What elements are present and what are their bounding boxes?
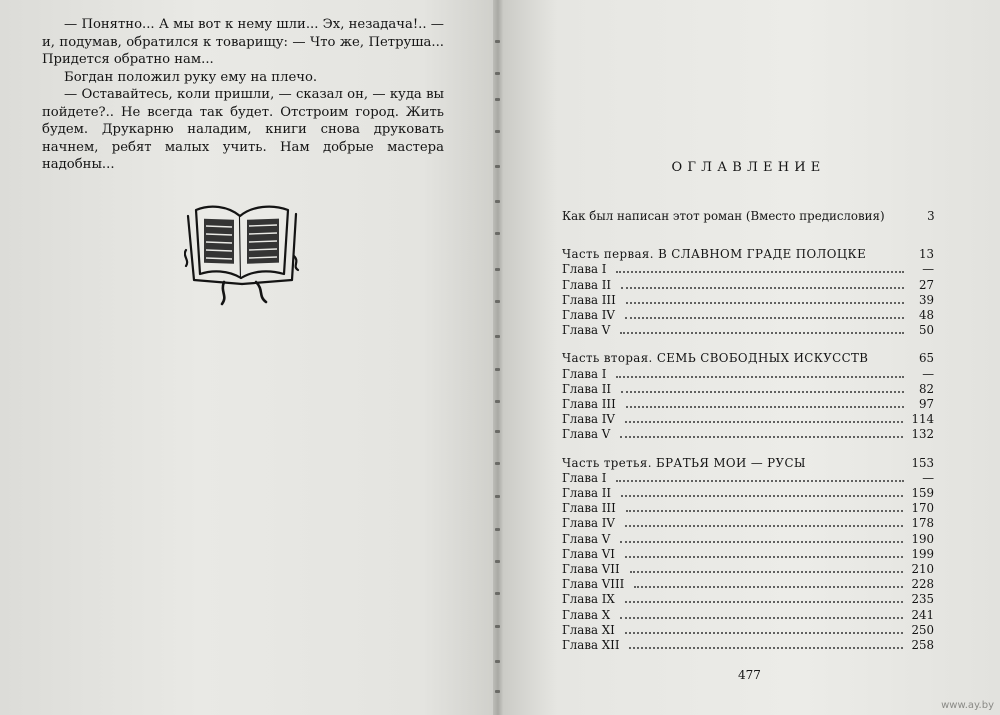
toc-chapter-row [562,592,934,607]
toc-leader-dots [626,510,904,512]
toc-page-number: 190 [911,531,934,546]
toc-leader-dots [625,317,904,319]
toc-leader-dots [625,525,904,527]
binding-stitch [495,200,500,203]
toc-chapter-row [562,623,934,638]
toc-label: Часть первая. В СЛАВНОМ ГРАДЕ ПОЛОЦКЕ [562,247,867,262]
toc-page-number: 39 [918,292,934,307]
toc-page-number: 241 [911,607,934,622]
toc-label: Глава VIII [562,577,625,592]
toc-part-row [562,456,934,471]
binding-stitch [495,560,500,563]
toc-leader-dots [629,647,903,649]
toc-label: Часть третья. БРАТЬЯ МОИ — РУСЫ [562,455,806,470]
toc-page-number: 97 [918,397,934,411]
toc-chapter-row [562,397,934,412]
paragraph: — Понятно... А мы вот к нему шли... Эх, незадача!.. — и, подумав, обратился к товарищу: — Что же, Петруша... Придется обратно нам... [42,17,444,67]
toc-chapter-row [562,486,934,501]
toc-label: Глава II [562,486,612,500]
toc-leader-dots [625,421,904,423]
binding-stitch [495,625,500,628]
toc-page-number: 48 [918,308,934,322]
toc-label: Глава XII [562,638,620,652]
toc-page-number: 3 [927,209,935,223]
toc-leader-dots [620,436,903,438]
toc-label: Глава I [562,262,607,277]
toc-page-number: 82 [918,381,934,396]
toc-label: Глава IV [562,308,615,322]
toc-label: Глава X [562,607,611,622]
toc-label: Глава II [562,277,612,292]
toc-leader-dots [626,302,904,304]
toc-chapter-row [562,547,934,562]
toc-chapter-row [562,278,934,293]
toc-chapter-row [562,532,934,547]
toc-leader-dots [620,332,904,334]
toc-leader-dots [621,391,904,393]
binding-stitch [495,528,500,531]
toc-label: Глава III [562,292,616,307]
toc-chapter-row [562,412,934,427]
toc-chapter-row [562,427,934,442]
left-page [0,0,497,715]
toc-label: Глава I [562,470,607,485]
toc-page-number: 235 [911,592,934,607]
toc-page-number: — [922,366,934,381]
toc-leader-dots [630,571,904,573]
toc-leader-dots [625,601,904,603]
toc-label: Глава III [562,397,616,411]
toc-label: Часть вторая. СЕМЬ СВОБОДНЫХ ИСКУССТВ [562,351,869,366]
toc-page-number: — [922,262,934,277]
binding-stitch [495,495,500,498]
toc-page-number: 159 [911,486,934,500]
toc-leader-dots [626,406,904,408]
toc-page-number: 228 [911,577,934,592]
toc-chapter-row [562,308,934,323]
binding-stitch [495,400,500,403]
toc-chapter-row [562,323,934,338]
toc-intro-row [562,209,934,224]
toc-label: Глава V [562,531,611,546]
book-gutter [493,0,503,715]
binding-stitch [495,430,500,433]
toc-leader-dots [620,617,903,619]
toc-leader-dots [616,480,904,482]
toc-page-number: 65 [918,351,934,366]
toc-part-row [562,351,934,366]
toc-page-number: 178 [911,516,934,531]
toc-label: Глава II [562,381,612,396]
toc-page-number: 132 [911,427,934,442]
toc-page-number: 114 [911,412,934,427]
binding-stitch [495,72,500,75]
toc-leader-dots [620,541,903,543]
toc-label: Глава III [562,501,616,516]
binding-stitch [495,165,500,168]
toc-page-number: 199 [911,546,934,561]
toc-page-number: 50 [918,323,934,338]
toc-label: Глава XI [562,622,615,637]
binding-stitch [495,592,500,595]
toc-label: Глава IV [562,412,615,427]
toc-leader-dots [625,556,904,558]
toc-leader-dots [616,376,904,378]
toc-leader-dots [616,271,904,273]
binding-stitch [495,300,500,303]
toc-part-row [562,247,934,262]
toc-chapter-row [562,262,934,277]
paragraph: — Оставайтесь, коли пришли, — сказал он, — куда вы пойдете?.. Не всегда так будет. Отстроим город. Жить будем. Друкарню наладим, книги снова друковать начнем, ребят малых учить. Нам добрые мастера надобны... [42,87,444,172]
binding-stitch [495,335,500,338]
toc-chapter-row [562,516,934,531]
toc-label: Как был написан этот роман (Вместо предисловия) [562,209,885,223]
toc-page-number: 258 [911,638,934,652]
toc-label: Глава VI [562,546,615,561]
toc-title: ОГЛАВЛЕНИЕ [671,160,826,175]
toc-chapter-row [562,562,934,577]
binding-stitch [495,462,500,465]
toc-page-number: — [922,470,934,485]
toc-leader-dots [621,495,903,497]
open-book-icon [184,196,300,308]
binding-stitch [495,130,500,133]
watermark: www.ay.by [941,700,994,711]
binding-stitch [495,40,500,43]
binding-stitch [495,690,500,693]
toc-leader-dots [621,287,904,289]
binding-stitch [495,98,500,101]
toc-chapter-row [562,608,934,623]
toc-page-number: 27 [918,277,934,292]
toc-label: Глава IV [562,516,615,531]
toc-page-number: 13 [918,247,934,262]
paragraph: Богдан положил руку ему на плечо. [64,69,318,85]
page-number: 477 [738,668,761,682]
toc-label: Глава IX [562,592,615,607]
binding-stitch [495,660,500,663]
prose-text [42,16,444,174]
toc-page-number: 153 [911,455,934,470]
toc-page-number: 170 [911,501,934,516]
toc-chapter-row [562,501,934,516]
toc-label: Глава VII [562,562,620,576]
binding-stitch [495,368,500,371]
toc-chapter-row [562,471,934,486]
toc-chapter-row [562,382,934,397]
toc-chapter-row [562,577,934,592]
toc-chapter-row [562,367,934,382]
binding-stitch [495,268,500,271]
toc-chapter-row [562,293,934,308]
toc-chapter-row [562,638,934,653]
toc-leader-dots [634,586,903,588]
toc-page-number: 250 [911,622,934,637]
toc-page-number: 210 [911,562,934,576]
toc-label: Глава V [562,427,611,442]
toc-leader-dots [625,632,904,634]
toc-label: Глава V [562,323,611,338]
toc-label: Глава I [562,366,607,381]
binding-stitch [495,232,500,235]
